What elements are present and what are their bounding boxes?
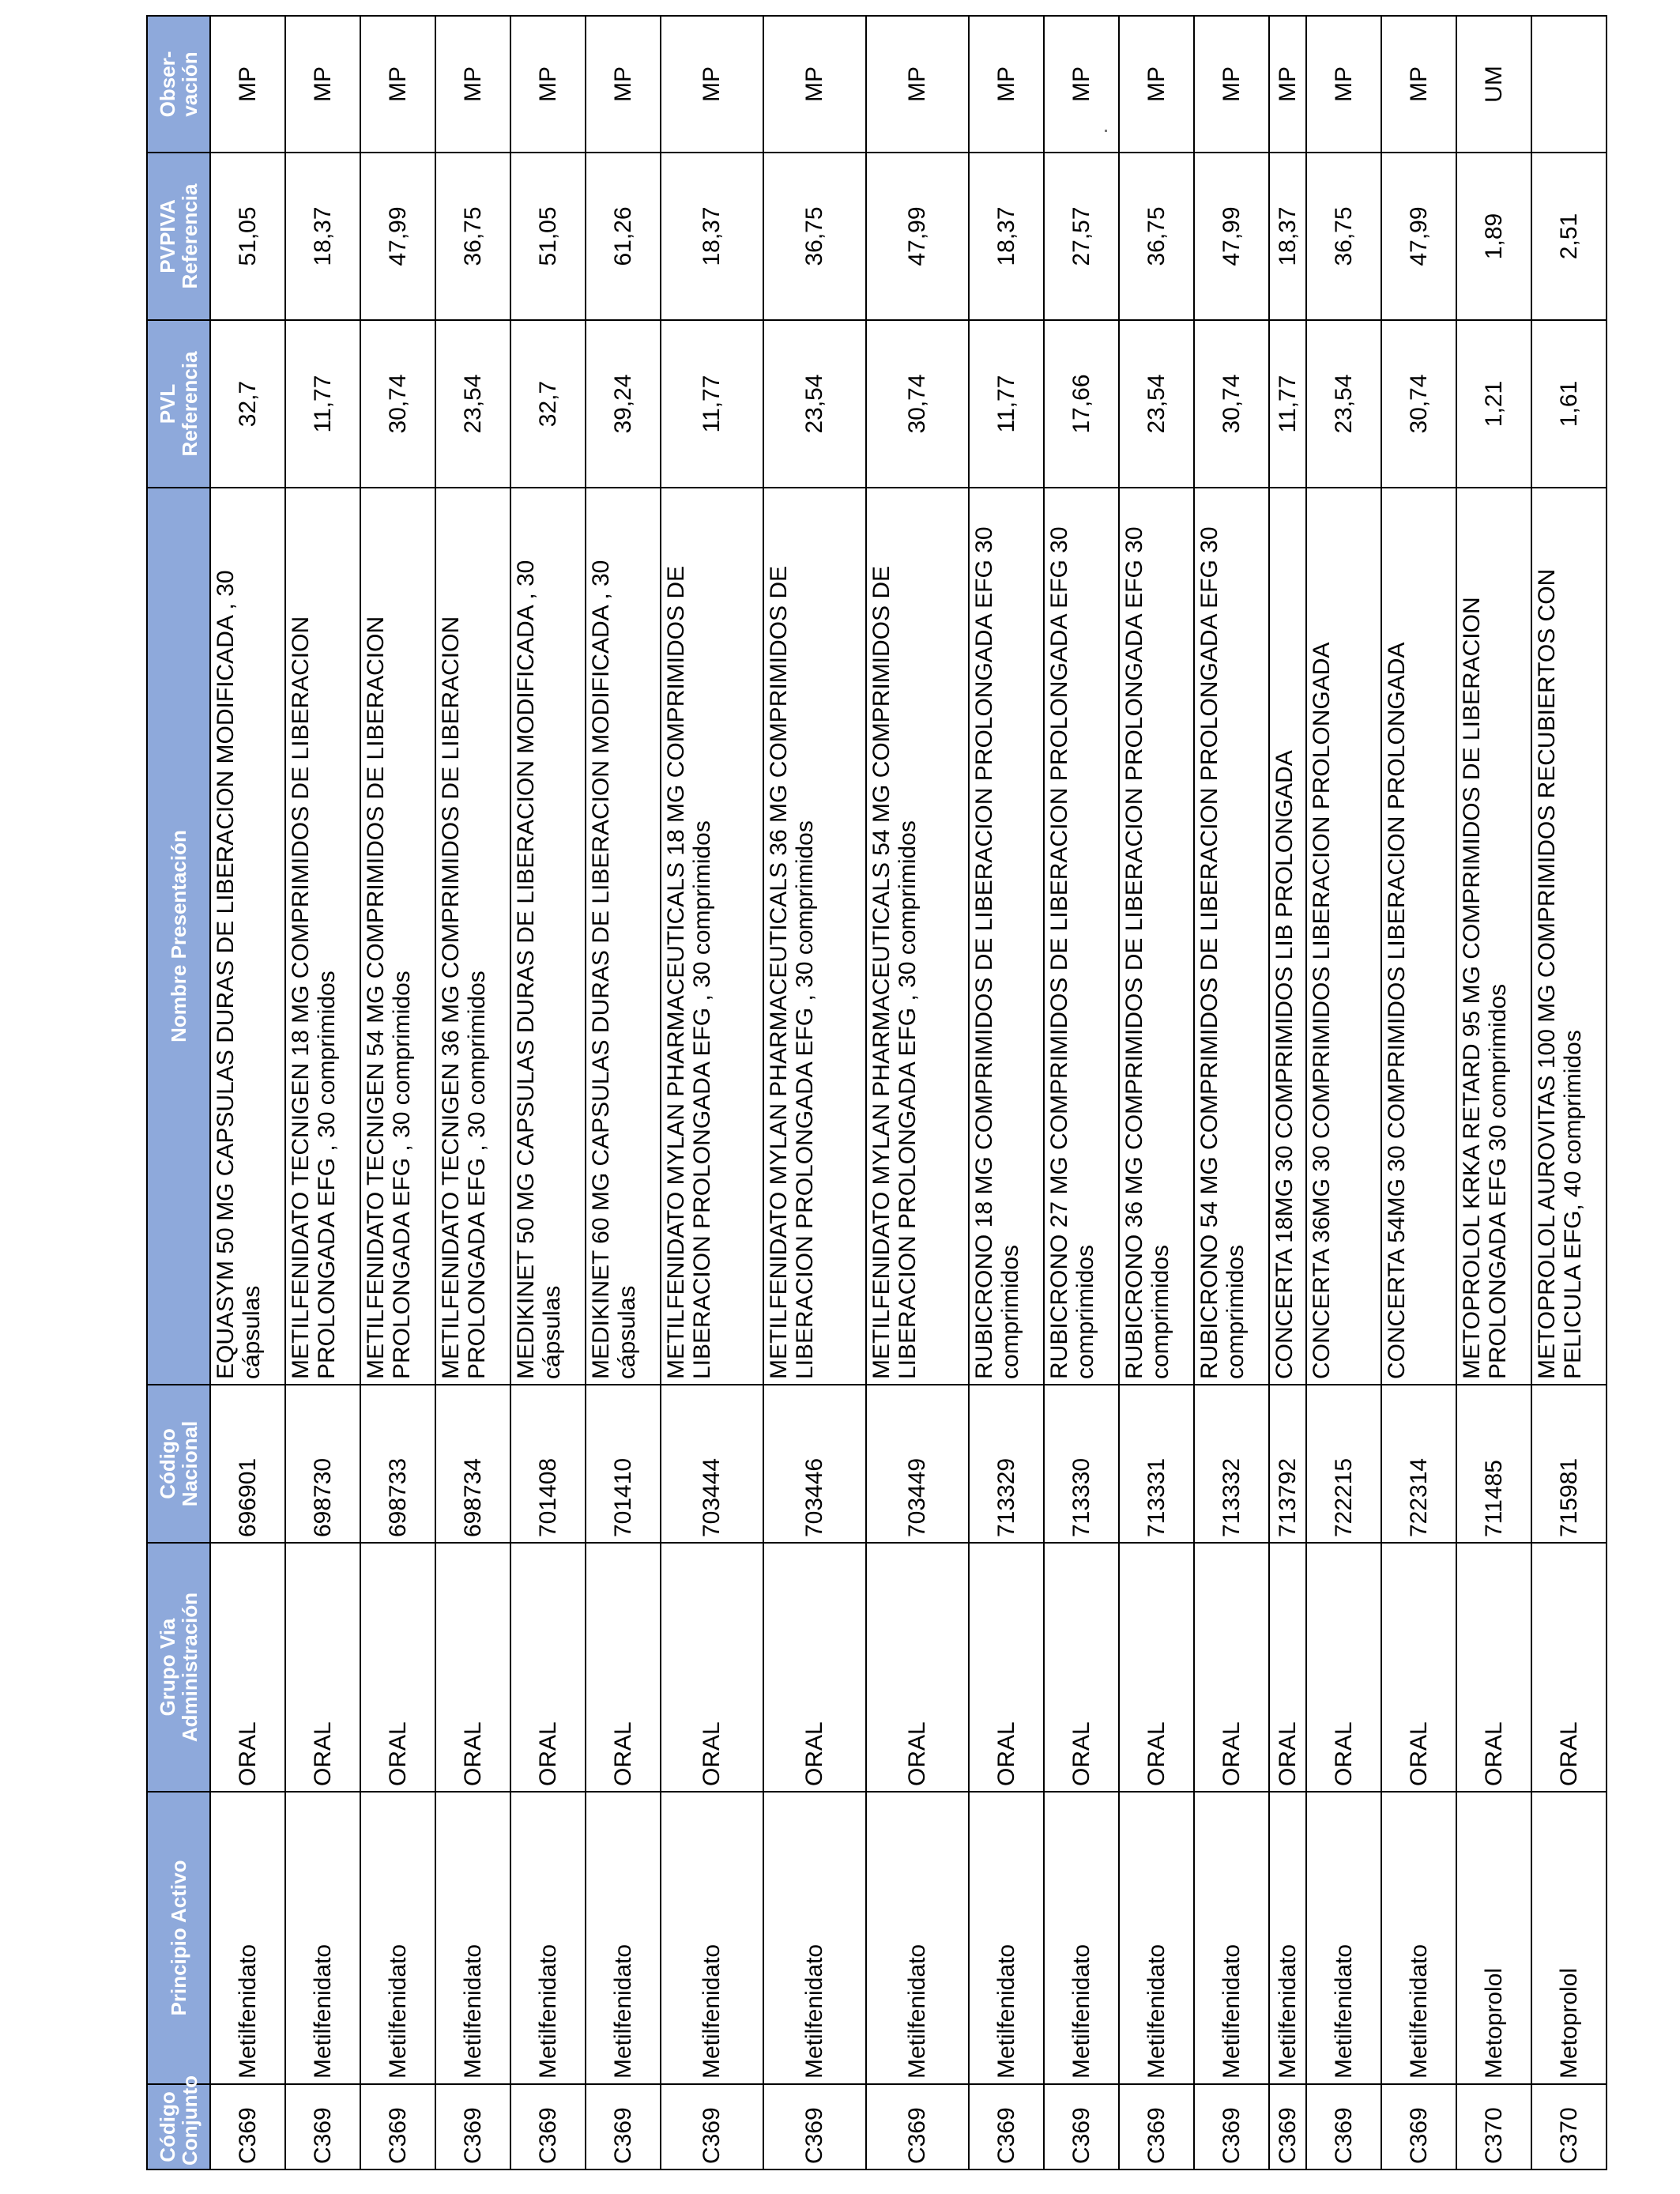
- table-row: [866, 16, 969, 2169]
- cell-grupo-via: ORAL: [435, 1543, 510, 1792]
- cell-principio-activo: Metilfenidato: [661, 1792, 763, 2084]
- cell-pvpiva: 47,99: [1381, 153, 1456, 320]
- cell-grupo-via: ORAL: [866, 1543, 969, 1792]
- cell-observacion: MP: [1119, 16, 1194, 153]
- cell-grupo-via: ORAL: [1119, 1543, 1194, 1792]
- cell-principio-activo: Metilfenidato: [866, 1792, 969, 2084]
- cell-observacion: MP: [1269, 16, 1306, 153]
- cell-codigo-nacional: 722215: [1306, 1385, 1381, 1543]
- cell-pvl: 30,74: [1194, 320, 1269, 488]
- table-row: [1119, 16, 1194, 2169]
- cell-codigo-conjunto: C370: [1456, 2084, 1531, 2169]
- cell-grupo-via: ORAL: [1044, 1543, 1119, 1792]
- cell-codigo-conjunto: C369: [435, 2084, 510, 2169]
- cell-pvpiva: 47,99: [866, 153, 969, 320]
- cell-pvl: 23,54: [763, 320, 866, 488]
- cell-nombre-presentacion: RUBICRONO 36 MG COMPRIMIDOS DE LIBERACION PROLONGADA EFG 30 comprimidos: [1119, 488, 1194, 1385]
- cell-pvpiva: 36,75: [1306, 153, 1381, 320]
- table-row: [1531, 16, 1607, 2169]
- cell-codigo-nacional: 701408: [510, 1385, 586, 1543]
- cell-observacion: MP: [435, 16, 510, 153]
- cell-principio-activo: Metilfenidato: [586, 1792, 661, 2084]
- cell-grupo-via: ORAL: [586, 1543, 661, 1792]
- cell-codigo-conjunto: C369: [763, 2084, 866, 2169]
- table-row: [1269, 16, 1306, 2169]
- cell-grupo-via: ORAL: [661, 1543, 763, 1792]
- cell-codigo-nacional: 713332: [1194, 1385, 1269, 1543]
- cell-codigo-conjunto: C369: [1194, 2084, 1269, 2169]
- header-row: [147, 16, 210, 2169]
- cell-principio-activo: Metilfenidato: [210, 1792, 285, 2084]
- cell-nombre-presentacion: METILFENIDATO TECNIGEN 36 MG COMPRIMIDOS DE LIBERACION PROLONGADA EFG , 30 comprimidos: [435, 488, 510, 1385]
- cell-observacion: MP: [763, 16, 866, 153]
- cell-pvpiva: 61,26: [586, 153, 661, 320]
- cell-grupo-via: ORAL: [1531, 1543, 1607, 1792]
- table-row: [360, 16, 435, 2169]
- header-principio-activo: Principio Activo: [147, 1792, 210, 2084]
- cell-codigo-conjunto: C370: [1531, 2084, 1607, 2169]
- cell-codigo-conjunto: C369: [1269, 2084, 1306, 2169]
- cell-pvl: 23,54: [1306, 320, 1381, 488]
- cell-pvpiva: 47,99: [1194, 153, 1269, 320]
- cell-observacion: MP: [510, 16, 586, 153]
- cell-nombre-presentacion: RUBICRONO 27 MG COMPRIMIDOS DE LIBERACION PROLONGADA EFG 30 comprimidos: [1044, 488, 1119, 1385]
- table-row: [1456, 16, 1531, 2169]
- cell-grupo-via: ORAL: [969, 1543, 1044, 1792]
- cell-principio-activo: Metilfenidato: [360, 1792, 435, 2084]
- cell-grupo-via: ORAL: [285, 1543, 360, 1792]
- cell-nombre-presentacion: METILFENIDATO MYLAN PHARMACEUTICALS 18 MG COMPRIMIDOS DE LIBERACION PROLONGADA EFG , 30 comprimidos: [661, 488, 763, 1385]
- table-row: [435, 16, 510, 2169]
- header-codigo-nacional: Código Nacional: [147, 1385, 210, 1543]
- cell-codigo-conjunto: C369: [661, 2084, 763, 2169]
- table-row: [285, 16, 360, 2169]
- cell-pvpiva: 51,05: [210, 153, 285, 320]
- cell-pvl: 1,21: [1456, 320, 1531, 488]
- cell-codigo-nacional: 701410: [586, 1385, 661, 1543]
- cell-codigo-nacional: 698730: [285, 1385, 360, 1543]
- cell-grupo-via: ORAL: [1269, 1543, 1306, 1792]
- cell-codigo-conjunto: C369: [1306, 2084, 1381, 2169]
- cell-codigo-conjunto: C369: [866, 2084, 969, 2169]
- cell-pvpiva: 27,57: [1044, 153, 1119, 320]
- cell-codigo-conjunto: C369: [969, 2084, 1044, 2169]
- cell-pvl: 11,77: [285, 320, 360, 488]
- cell-codigo-nacional: 713792: [1269, 1385, 1306, 1543]
- cell-grupo-via: ORAL: [360, 1543, 435, 1792]
- cell-nombre-presentacion: METILFENIDATO MYLAN PHARMACEUTICALS 36 MG COMPRIMIDOS DE LIBERACION PROLONGADA EFG , 30 comprimidos: [763, 488, 866, 1385]
- cell-principio-activo: Metilfenidato: [1306, 1792, 1381, 2084]
- header-nombre-presentacion: Nombre Presentación: [147, 488, 210, 1385]
- cell-pvl: 30,74: [866, 320, 969, 488]
- cell-nombre-presentacion: MEDIKINET 50 MG CAPSULAS DURAS DE LIBERACION MODIFICADA , 30 cápsulas: [510, 488, 586, 1385]
- cell-codigo-nacional: 696901: [210, 1385, 285, 1543]
- header-pvpiva: PVPIVA Referencia: [147, 153, 210, 320]
- header-pvl: PVL Referencia: [147, 320, 210, 488]
- cell-codigo-nacional: 713331: [1119, 1385, 1194, 1543]
- cell-grupo-via: ORAL: [763, 1543, 866, 1792]
- cell-nombre-presentacion: METOPROLOL KRKA RETARD 95 MG COMPRIMIDOS DE LIBERACION PROLONGADA EFG 30 comprimidos: [1456, 488, 1531, 1385]
- cell-pvpiva: 47,99: [360, 153, 435, 320]
- cell-codigo-nacional: 711485: [1456, 1385, 1531, 1543]
- table-row: [510, 16, 586, 2169]
- cell-observacion: MP: [1194, 16, 1269, 153]
- cell-pvl: 11,77: [1269, 320, 1306, 488]
- cell-pvl: 39,24: [586, 320, 661, 488]
- cell-codigo-conjunto: C369: [360, 2084, 435, 2169]
- cell-nombre-presentacion: METOPROLOL AUROVITAS 100 MG COMPRIMIDOS RECUBIERTOS CON PELICULA EFG, 40 comprimidos: [1531, 488, 1607, 1385]
- cell-observacion: MP: [285, 16, 360, 153]
- cell-codigo-conjunto: C369: [285, 2084, 360, 2169]
- cell-nombre-presentacion: CONCERTA 18MG 30 COMPRIMIDOS LIB PROLONGADA: [1269, 488, 1306, 1385]
- table-row: [969, 16, 1044, 2169]
- cell-codigo-nacional: 722314: [1381, 1385, 1456, 1543]
- cell-observacion: [1531, 16, 1607, 153]
- cell-codigo-nacional: 715981: [1531, 1385, 1607, 1543]
- cell-principio-activo: Metilfenidato: [285, 1792, 360, 2084]
- cell-pvpiva: 36,75: [435, 153, 510, 320]
- cell-nombre-presentacion: METILFENIDATO TECNIGEN 18 MG COMPRIMIDOS DE LIBERACION PROLONGADA EFG , 30 comprimidos: [285, 488, 360, 1385]
- cell-codigo-nacional: 703449: [866, 1385, 969, 1543]
- cell-codigo-conjunto: C369: [1381, 2084, 1456, 2169]
- cell-principio-activo: Metilfenidato: [1269, 1792, 1306, 2084]
- cell-pvpiva: 51,05: [510, 153, 586, 320]
- cell-codigo-nacional: 713329: [969, 1385, 1044, 1543]
- cell-grupo-via: ORAL: [210, 1543, 285, 1792]
- cell-nombre-presentacion: MEDIKINET 60 MG CAPSULAS DURAS DE LIBERACION MODIFICADA , 30 cápsulas: [586, 488, 661, 1385]
- cell-pvpiva: 18,37: [1269, 153, 1306, 320]
- cell-pvl: 1,61: [1531, 320, 1607, 488]
- cell-grupo-via: ORAL: [1456, 1543, 1531, 1792]
- cell-principio-activo: Metilfenidato: [1044, 1792, 1119, 2084]
- table-row: [1194, 16, 1269, 2169]
- cell-pvl: 30,74: [1381, 320, 1456, 488]
- cell-nombre-presentacion: CONCERTA 54MG 30 COMPRIMIDOS LIBERACION PROLONGADA: [1381, 488, 1456, 1385]
- cell-principio-activo: Metilfenidato: [510, 1792, 586, 2084]
- cell-codigo-conjunto: C369: [1044, 2084, 1119, 2169]
- cell-pvpiva: 18,37: [969, 153, 1044, 320]
- cell-codigo-conjunto: C369: [510, 2084, 586, 2169]
- table-row: [1306, 16, 1381, 2169]
- cell-codigo-nacional: 713330: [1044, 1385, 1119, 1543]
- cell-observacion: MP: [661, 16, 763, 153]
- table-body: [210, 16, 1607, 2169]
- cell-pvl: 32,7: [510, 320, 586, 488]
- cell-nombre-presentacion: RUBICRONO 54 MG COMPRIMIDOS DE LIBERACION PROLONGADA EFG 30 comprimidos: [1194, 488, 1269, 1385]
- cell-codigo-conjunto: C369: [1119, 2084, 1194, 2169]
- cell-observacion: MP: [586, 16, 661, 153]
- cell-principio-activo: Metilfenidato: [1381, 1792, 1456, 2084]
- cell-nombre-presentacion: EQUASYM 50 MG CAPSULAS DURAS DE LIBERACION MODIFICADA , 30 cápsulas: [210, 488, 285, 1385]
- table-row: [210, 16, 285, 2169]
- cell-codigo-nacional: 703444: [661, 1385, 763, 1543]
- cell-nombre-presentacion: METILFENIDATO MYLAN PHARMACEUTICALS 54 MG COMPRIMIDOS DE LIBERACION PROLONGADA EFG , 30 comprimidos: [866, 488, 969, 1385]
- table-row: [763, 16, 866, 2169]
- cell-observacion: MP: [1044, 16, 1119, 153]
- cell-observacion: MP: [866, 16, 969, 153]
- cell-pvpiva: 36,75: [763, 153, 866, 320]
- cell-observacion: MP: [360, 16, 435, 153]
- header-codigo-conjunto: Código Conjunto: [147, 2084, 210, 2169]
- cell-codigo-nacional: 703446: [763, 1385, 866, 1543]
- cell-pvpiva: 18,37: [285, 153, 360, 320]
- cell-principio-activo: Metilfenidato: [969, 1792, 1044, 2084]
- cell-observacion: UM: [1456, 16, 1531, 153]
- cell-pvl: 11,77: [969, 320, 1044, 488]
- cell-principio-activo: Metilfenidato: [763, 1792, 866, 2084]
- cell-pvpiva: 1,89: [1456, 153, 1531, 320]
- cell-nombre-presentacion: RUBICRONO 18 MG COMPRIMIDOS DE LIBERACION PROLONGADA EFG 30 comprimidos: [969, 488, 1044, 1385]
- cell-principio-activo: Metilfenidato: [1194, 1792, 1269, 2084]
- cell-nombre-presentacion: METILFENIDATO TECNIGEN 54 MG COMPRIMIDOS DE LIBERACION PROLONGADA EFG , 30 comprimidos: [360, 488, 435, 1385]
- header-observacion: Obser- vación: [147, 16, 210, 153]
- header-grupo-via: Grupo Via Administración: [147, 1543, 210, 1792]
- cell-nombre-presentacion: CONCERTA 36MG 30 COMPRIMIDOS LIBERACION PROLONGADA: [1306, 488, 1381, 1385]
- cell-pvl: 32,7: [210, 320, 285, 488]
- cell-codigo-nacional: 698733: [360, 1385, 435, 1543]
- cell-observacion: MP: [1306, 16, 1381, 153]
- cell-principio-activo: Metoprolol: [1531, 1792, 1607, 2084]
- cell-grupo-via: ORAL: [510, 1543, 586, 1792]
- cell-observacion: MP: [969, 16, 1044, 153]
- cell-principio-activo: Metoprolol: [1456, 1792, 1531, 2084]
- table-row: [1381, 16, 1456, 2169]
- cell-principio-activo: Metilfenidato: [1119, 1792, 1194, 2084]
- cell-pvpiva: 36,75: [1119, 153, 1194, 320]
- cell-codigo-conjunto: C369: [210, 2084, 285, 2169]
- cell-observacion: MP: [1381, 16, 1456, 153]
- cell-grupo-via: ORAL: [1381, 1543, 1456, 1792]
- price-table: [146, 15, 1607, 2170]
- cell-pvl: 30,74: [360, 320, 435, 488]
- cell-pvl: 17,66: [1044, 320, 1119, 488]
- cell-pvl: 23,54: [1119, 320, 1194, 488]
- cell-pvl: 11,77: [661, 320, 763, 488]
- cell-codigo-conjunto: C369: [586, 2084, 661, 2169]
- cell-grupo-via: ORAL: [1194, 1543, 1269, 1792]
- table-row: [586, 16, 661, 2169]
- cell-codigo-nacional: 698734: [435, 1385, 510, 1543]
- cell-principio-activo: Metilfenidato: [435, 1792, 510, 2084]
- cell-pvl: 23,54: [435, 320, 510, 488]
- cell-observacion: MP: [210, 16, 285, 153]
- cell-grupo-via: ORAL: [1306, 1543, 1381, 1792]
- table-row: [661, 16, 763, 2169]
- cell-pvpiva: 18,37: [661, 153, 763, 320]
- table-row: [1044, 16, 1119, 2169]
- cell-pvpiva: 2,51: [1531, 153, 1607, 320]
